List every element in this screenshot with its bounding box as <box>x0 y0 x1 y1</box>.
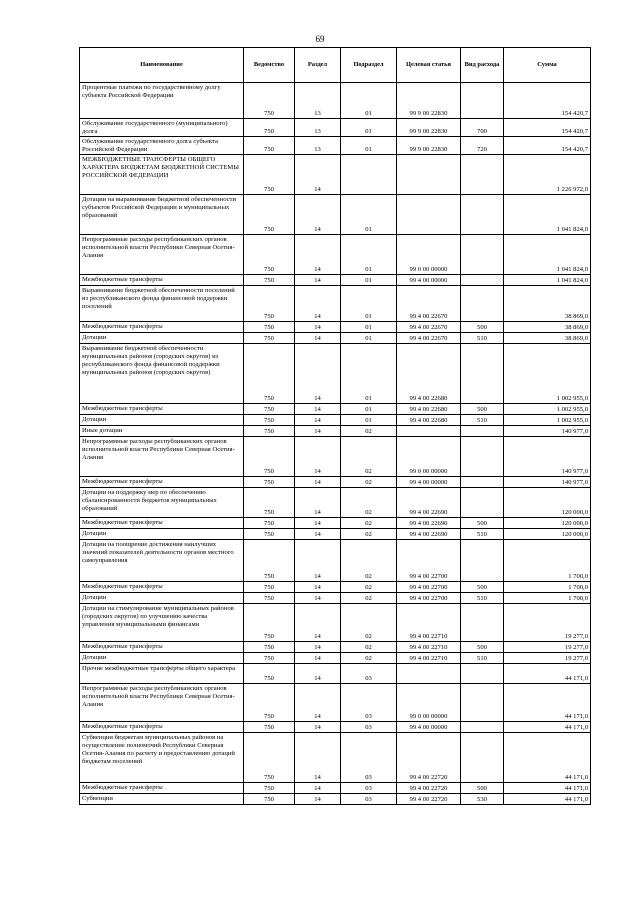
cell-expense-type <box>461 664 504 684</box>
cell-razdel: 13 <box>295 137 341 155</box>
cell-podrazdel: 02 <box>341 540 397 582</box>
cell-podrazdel: 01 <box>341 235 397 275</box>
cell-razdel: 14 <box>295 582 341 593</box>
cell-podrazdel: 02 <box>341 593 397 604</box>
cell-target-article: 99 4 00 22720 <box>397 794 461 805</box>
cell-amount: 120 000,0 <box>504 488 591 518</box>
cell-podrazdel: 01 <box>341 344 397 404</box>
cell-name: Межбюджетные трансферты <box>80 722 244 733</box>
cell-podrazdel: 02 <box>341 426 397 437</box>
cell-name: Непрограммные расходы республиканских органов исполнительной власти Республики Северная Осетия-Алания <box>80 437 244 477</box>
column-header-target-article: Целевая статья <box>397 48 461 83</box>
cell-razdel: 14 <box>295 235 341 275</box>
cell-expense-type <box>461 155 504 195</box>
column-header-amount: Сумма <box>504 48 591 83</box>
table-row <box>80 286 591 322</box>
cell-vedomstvo: 750 <box>244 286 295 322</box>
cell-podrazdel: 02 <box>341 477 397 488</box>
cell-podrazdel: 03 <box>341 733 397 783</box>
cell-expense-type: 500 <box>461 322 504 333</box>
cell-name: Межбюджетные трансферты <box>80 275 244 286</box>
cell-vedomstvo: 750 <box>244 653 295 664</box>
cell-name: Процентные платежи по государственному долгу субъекта Российской Федерации <box>80 83 244 119</box>
table-row <box>80 529 591 540</box>
cell-amount: 154 420,7 <box>504 119 591 137</box>
cell-name: Дотации на выравнивание бюджетной обеспеченности субъектов Российской Федерации и муниципальных образований <box>80 195 244 235</box>
cell-vedomstvo: 750 <box>244 426 295 437</box>
cell-target-article: 99 4 00 00000 <box>397 275 461 286</box>
table-row <box>80 593 591 604</box>
cell-podrazdel: 03 <box>341 684 397 722</box>
cell-vedomstvo: 750 <box>244 344 295 404</box>
cell-target-article: 99 4 00 22690 <box>397 488 461 518</box>
cell-target-article: 99 4 00 00000 <box>397 722 461 733</box>
cell-name: Дотации <box>80 415 244 426</box>
budget-table <box>79 47 591 805</box>
cell-target-article: 99 4 00 22710 <box>397 604 461 642</box>
cell-expense-type: 500 <box>461 642 504 653</box>
cell-target-article <box>397 155 461 195</box>
cell-vedomstvo: 750 <box>244 119 295 137</box>
cell-name: Межбюджетные трансферты <box>80 404 244 415</box>
cell-podrazdel: 01 <box>341 83 397 119</box>
cell-razdel: 14 <box>295 275 341 286</box>
table-row <box>80 604 591 642</box>
cell-expense-type <box>461 426 504 437</box>
cell-name: Дотации на поддержку мер по обеспечению сбалансированности бюджетов муниципальных образований <box>80 488 244 518</box>
cell-vedomstvo: 750 <box>244 275 295 286</box>
cell-target-article <box>397 195 461 235</box>
cell-target-article: 99 4 00 22680 <box>397 404 461 415</box>
cell-target-article: 99 4 00 22710 <box>397 653 461 664</box>
cell-amount: 140 977,0 <box>504 437 591 477</box>
cell-expense-type <box>461 488 504 518</box>
page-number: 69 <box>315 34 325 44</box>
cell-expense-type <box>461 477 504 488</box>
cell-expense-type <box>461 722 504 733</box>
cell-target-article: 99 4 00 22720 <box>397 733 461 783</box>
cell-razdel: 13 <box>295 119 341 137</box>
cell-amount: 44 171,0 <box>504 783 591 794</box>
cell-amount: 38 869,0 <box>504 286 591 322</box>
cell-amount: 1 041 824,0 <box>504 195 591 235</box>
cell-vedomstvo: 750 <box>244 604 295 642</box>
cell-target-article: 99 4 00 22670 <box>397 333 461 344</box>
cell-razdel: 14 <box>295 794 341 805</box>
cell-amount: 44 171,0 <box>504 664 591 684</box>
table-row <box>80 488 591 518</box>
cell-name: Субвенции бюджетам муниципальных районов на осуществление полномочий Республики Северная Осетия-Алания по расчету и предоставлению дотаций бюджетам поселений <box>80 733 244 783</box>
cell-amount: 140 977,0 <box>504 426 591 437</box>
table-row <box>80 155 591 195</box>
table-header-row <box>80 48 591 83</box>
cell-razdel: 14 <box>295 286 341 322</box>
cell-amount: 1 700,0 <box>504 540 591 582</box>
cell-podrazdel: 01 <box>341 415 397 426</box>
cell-expense-type <box>461 604 504 642</box>
cell-name: Дотации <box>80 593 244 604</box>
cell-expense-type <box>461 437 504 477</box>
cell-target-article: 99 4 00 22700 <box>397 582 461 593</box>
cell-amount: 19 277,0 <box>504 642 591 653</box>
column-header-expense-type: Вид расхода <box>461 48 504 83</box>
cell-target-article: 99 0 00 00000 <box>397 437 461 477</box>
cell-vedomstvo: 750 <box>244 794 295 805</box>
table-row <box>80 119 591 137</box>
cell-name: Обслуживание государственного (муниципального) долга <box>80 119 244 137</box>
cell-amount: 120 000,0 <box>504 529 591 540</box>
cell-vedomstvo: 750 <box>244 488 295 518</box>
cell-vedomstvo: 750 <box>244 235 295 275</box>
cell-name: Дотации <box>80 653 244 664</box>
cell-expense-type: 500 <box>461 783 504 794</box>
cell-expense-type <box>461 275 504 286</box>
cell-expense-type <box>461 684 504 722</box>
cell-razdel: 14 <box>295 426 341 437</box>
cell-razdel: 14 <box>295 653 341 664</box>
cell-target-article <box>397 664 461 684</box>
cell-vedomstvo: 750 <box>244 137 295 155</box>
column-header-podrazdel: Подраздел <box>341 48 397 83</box>
cell-vedomstvo: 750 <box>244 83 295 119</box>
table-row <box>80 235 591 275</box>
cell-name: Выравнивание бюджетной обеспеченности поселений из республиканского фонда финансовой поддержки поселений <box>80 286 244 322</box>
cell-target-article: 99 4 00 22690 <box>397 518 461 529</box>
cell-amount: 19 277,0 <box>504 653 591 664</box>
cell-expense-type: 500 <box>461 582 504 593</box>
table-row <box>80 404 591 415</box>
table-row <box>80 722 591 733</box>
table-row <box>80 664 591 684</box>
cell-expense-type: 500 <box>461 518 504 529</box>
table-row <box>80 137 591 155</box>
column-header-vedomstvo: Ведомство <box>244 48 295 83</box>
cell-amount: 44 171,0 <box>504 733 591 783</box>
cell-vedomstvo: 750 <box>244 518 295 529</box>
cell-target-article: 99 4 00 22700 <box>397 540 461 582</box>
cell-amount: 140 977,0 <box>504 477 591 488</box>
cell-razdel: 14 <box>295 155 341 195</box>
column-header-name: Наименование <box>80 48 244 83</box>
cell-vedomstvo: 750 <box>244 593 295 604</box>
cell-name: Непрограммные расходы республиканских органов исполнительной власти Республики Северная Осетия-Алания <box>80 684 244 722</box>
column-header-razdel: Раздел <box>295 48 341 83</box>
cell-target-article <box>397 426 461 437</box>
cell-razdel: 14 <box>295 488 341 518</box>
cell-amount: 154 420,7 <box>504 83 591 119</box>
cell-name: Межбюджетные трансферты <box>80 477 244 488</box>
cell-name: Дотации на стимулирование муниципальных районов (городских округов) по улучшению качества управления муниципальными финансами <box>80 604 244 642</box>
cell-amount: 38 869,0 <box>504 333 591 344</box>
cell-vedomstvo: 750 <box>244 642 295 653</box>
cell-vedomstvo: 750 <box>244 155 295 195</box>
table-row <box>80 333 591 344</box>
cell-podrazdel: 02 <box>341 437 397 477</box>
cell-amount: 1 041 824,0 <box>504 235 591 275</box>
cell-name: Непрограммные расходы республиканских органов исполнительной власти Республики Северная Осетия-Алания <box>80 235 244 275</box>
cell-expense-type <box>461 235 504 275</box>
table-row <box>80 195 591 235</box>
cell-target-article: 99 4 00 22700 <box>397 593 461 604</box>
cell-amount: 1 002 955,0 <box>504 415 591 426</box>
cell-name: Межбюджетные трансферты <box>80 322 244 333</box>
cell-razdel: 14 <box>295 529 341 540</box>
cell-vedomstvo: 750 <box>244 540 295 582</box>
cell-expense-type: 700 <box>461 119 504 137</box>
cell-amount: 19 277,0 <box>504 604 591 642</box>
cell-razdel: 14 <box>295 477 341 488</box>
table-row <box>80 783 591 794</box>
cell-expense-type: 510 <box>461 333 504 344</box>
cell-podrazdel <box>341 155 397 195</box>
cell-name: Дотации <box>80 529 244 540</box>
cell-razdel: 14 <box>295 195 341 235</box>
cell-name: Межбюджетные трансферты <box>80 518 244 529</box>
cell-vedomstvo: 750 <box>244 333 295 344</box>
table-row <box>80 344 591 404</box>
cell-target-article: 99 4 00 22680 <box>397 344 461 404</box>
cell-vedomstvo: 750 <box>244 664 295 684</box>
cell-podrazdel: 01 <box>341 322 397 333</box>
cell-podrazdel: 02 <box>341 518 397 529</box>
cell-target-article: 99 0 00 00000 <box>397 235 461 275</box>
cell-razdel: 14 <box>295 540 341 582</box>
table-row <box>80 477 591 488</box>
cell-podrazdel: 01 <box>341 195 397 235</box>
cell-target-article: 99 0 00 00000 <box>397 684 461 722</box>
table-row <box>80 794 591 805</box>
cell-target-article: 99 9 00 22830 <box>397 83 461 119</box>
cell-name: Субвенции <box>80 794 244 805</box>
table-row <box>80 437 591 477</box>
table-row <box>80 518 591 529</box>
cell-podrazdel: 02 <box>341 604 397 642</box>
cell-podrazdel: 03 <box>341 722 397 733</box>
cell-amount: 38 869,0 <box>504 322 591 333</box>
cell-name: Межбюджетные трансферты <box>80 783 244 794</box>
cell-amount: 1 002 955,0 <box>504 344 591 404</box>
cell-amount: 120 000,0 <box>504 518 591 529</box>
cell-expense-type: 510 <box>461 593 504 604</box>
cell-amount: 1 226 972,0 <box>504 155 591 195</box>
table-row <box>80 582 591 593</box>
cell-razdel: 14 <box>295 518 341 529</box>
cell-amount: 44 171,0 <box>504 722 591 733</box>
cell-amount: 154 420,7 <box>504 137 591 155</box>
cell-name: МЕЖБЮДЖЕТНЫЕ ТРАНСФЕРТЫ ОБЩЕГО ХАРАКТЕРА БЮДЖЕТАМ БЮДЖЕТНОЙ СИСТЕМЫ РОССИЙСКОЙ ФЕДЕРАЦИИ <box>80 155 244 195</box>
cell-name: Межбюджетные трансферты <box>80 642 244 653</box>
cell-expense-type <box>461 540 504 582</box>
cell-target-article: 99 4 00 22690 <box>397 529 461 540</box>
cell-podrazdel: 01 <box>341 404 397 415</box>
cell-name: Выравнивание бюджетной обеспеченности муниципальных районов (городских округов) из республиканского фонда финансовой поддержки муниципальных районов (городских округов) <box>80 344 244 404</box>
cell-amount: 1 041 824,0 <box>504 275 591 286</box>
cell-razdel: 14 <box>295 404 341 415</box>
cell-expense-type <box>461 195 504 235</box>
cell-podrazdel: 03 <box>341 783 397 794</box>
table-row <box>80 415 591 426</box>
cell-vedomstvo: 750 <box>244 437 295 477</box>
cell-amount: 44 171,0 <box>504 794 591 805</box>
cell-podrazdel: 02 <box>341 529 397 540</box>
cell-name: Обслуживание государственного долга субъекта Российской Федерации <box>80 137 244 155</box>
cell-razdel: 14 <box>295 333 341 344</box>
cell-expense-type <box>461 83 504 119</box>
table-body <box>80 83 591 805</box>
cell-razdel: 14 <box>295 604 341 642</box>
cell-name: Межбюджетные трансферты <box>80 582 244 593</box>
cell-expense-type: 510 <box>461 529 504 540</box>
cell-expense-type <box>461 733 504 783</box>
table-row <box>80 83 591 119</box>
cell-razdel: 14 <box>295 344 341 404</box>
cell-razdel: 14 <box>295 722 341 733</box>
cell-vedomstvo: 750 <box>244 529 295 540</box>
cell-amount: 1 700,0 <box>504 582 591 593</box>
cell-podrazdel: 03 <box>341 664 397 684</box>
cell-vedomstvo: 750 <box>244 733 295 783</box>
table-row <box>80 540 591 582</box>
cell-vedomstvo: 750 <box>244 404 295 415</box>
cell-target-article: 99 4 00 22670 <box>397 322 461 333</box>
cell-vedomstvo: 750 <box>244 415 295 426</box>
cell-razdel: 14 <box>295 733 341 783</box>
cell-podrazdel: 03 <box>341 794 397 805</box>
cell-vedomstvo: 750 <box>244 322 295 333</box>
cell-podrazdel: 01 <box>341 275 397 286</box>
cell-target-article: 99 4 00 22680 <box>397 415 461 426</box>
cell-expense-type: 500 <box>461 404 504 415</box>
cell-target-article: 99 4 00 00000 <box>397 477 461 488</box>
cell-podrazdel: 02 <box>341 488 397 518</box>
cell-expense-type <box>461 286 504 322</box>
table-row <box>80 653 591 664</box>
cell-razdel: 14 <box>295 642 341 653</box>
cell-razdel: 14 <box>295 415 341 426</box>
cell-podrazdel: 02 <box>341 582 397 593</box>
cell-razdel: 14 <box>295 322 341 333</box>
cell-target-article: 99 9 00 22830 <box>397 137 461 155</box>
cell-vedomstvo: 750 <box>244 722 295 733</box>
cell-expense-type: 510 <box>461 415 504 426</box>
cell-expense-type <box>461 344 504 404</box>
cell-razdel: 14 <box>295 664 341 684</box>
cell-podrazdel: 02 <box>341 642 397 653</box>
cell-razdel: 14 <box>295 783 341 794</box>
cell-amount: 1 700,0 <box>504 593 591 604</box>
cell-name: Дотации на поощрение достижения наилучших значений показателей деятельности органов местного самоуправления <box>80 540 244 582</box>
cell-vedomstvo: 750 <box>244 684 295 722</box>
cell-razdel: 14 <box>295 437 341 477</box>
cell-vedomstvo: 750 <box>244 582 295 593</box>
cell-vedomstvo: 750 <box>244 195 295 235</box>
cell-target-article: 99 9 00 22830 <box>397 119 461 137</box>
table-row <box>80 733 591 783</box>
table-row <box>80 426 591 437</box>
cell-target-article: 99 4 00 22710 <box>397 642 461 653</box>
cell-razdel: 14 <box>295 593 341 604</box>
cell-razdel: 14 <box>295 684 341 722</box>
cell-vedomstvo: 750 <box>244 477 295 488</box>
table-row <box>80 642 591 653</box>
cell-target-article: 99 4 00 22720 <box>397 783 461 794</box>
table-row <box>80 322 591 333</box>
table-row <box>80 275 591 286</box>
cell-amount: 44 171,0 <box>504 684 591 722</box>
cell-vedomstvo: 750 <box>244 783 295 794</box>
cell-name: Иные дотации <box>80 426 244 437</box>
table-row <box>80 684 591 722</box>
cell-expense-type: 530 <box>461 794 504 805</box>
cell-razdel: 13 <box>295 83 341 119</box>
cell-amount: 1 002 955,0 <box>504 404 591 415</box>
cell-name: Прочие межбюджетные трансферты общего характера <box>80 664 244 684</box>
cell-podrazdel: 02 <box>341 653 397 664</box>
cell-podrazdel: 01 <box>341 333 397 344</box>
cell-expense-type: 720 <box>461 137 504 155</box>
cell-name: Дотации <box>80 333 244 344</box>
cell-target-article: 99 4 00 22670 <box>397 286 461 322</box>
cell-podrazdel: 01 <box>341 286 397 322</box>
cell-expense-type: 510 <box>461 653 504 664</box>
cell-podrazdel: 01 <box>341 137 397 155</box>
cell-podrazdel: 01 <box>341 119 397 137</box>
